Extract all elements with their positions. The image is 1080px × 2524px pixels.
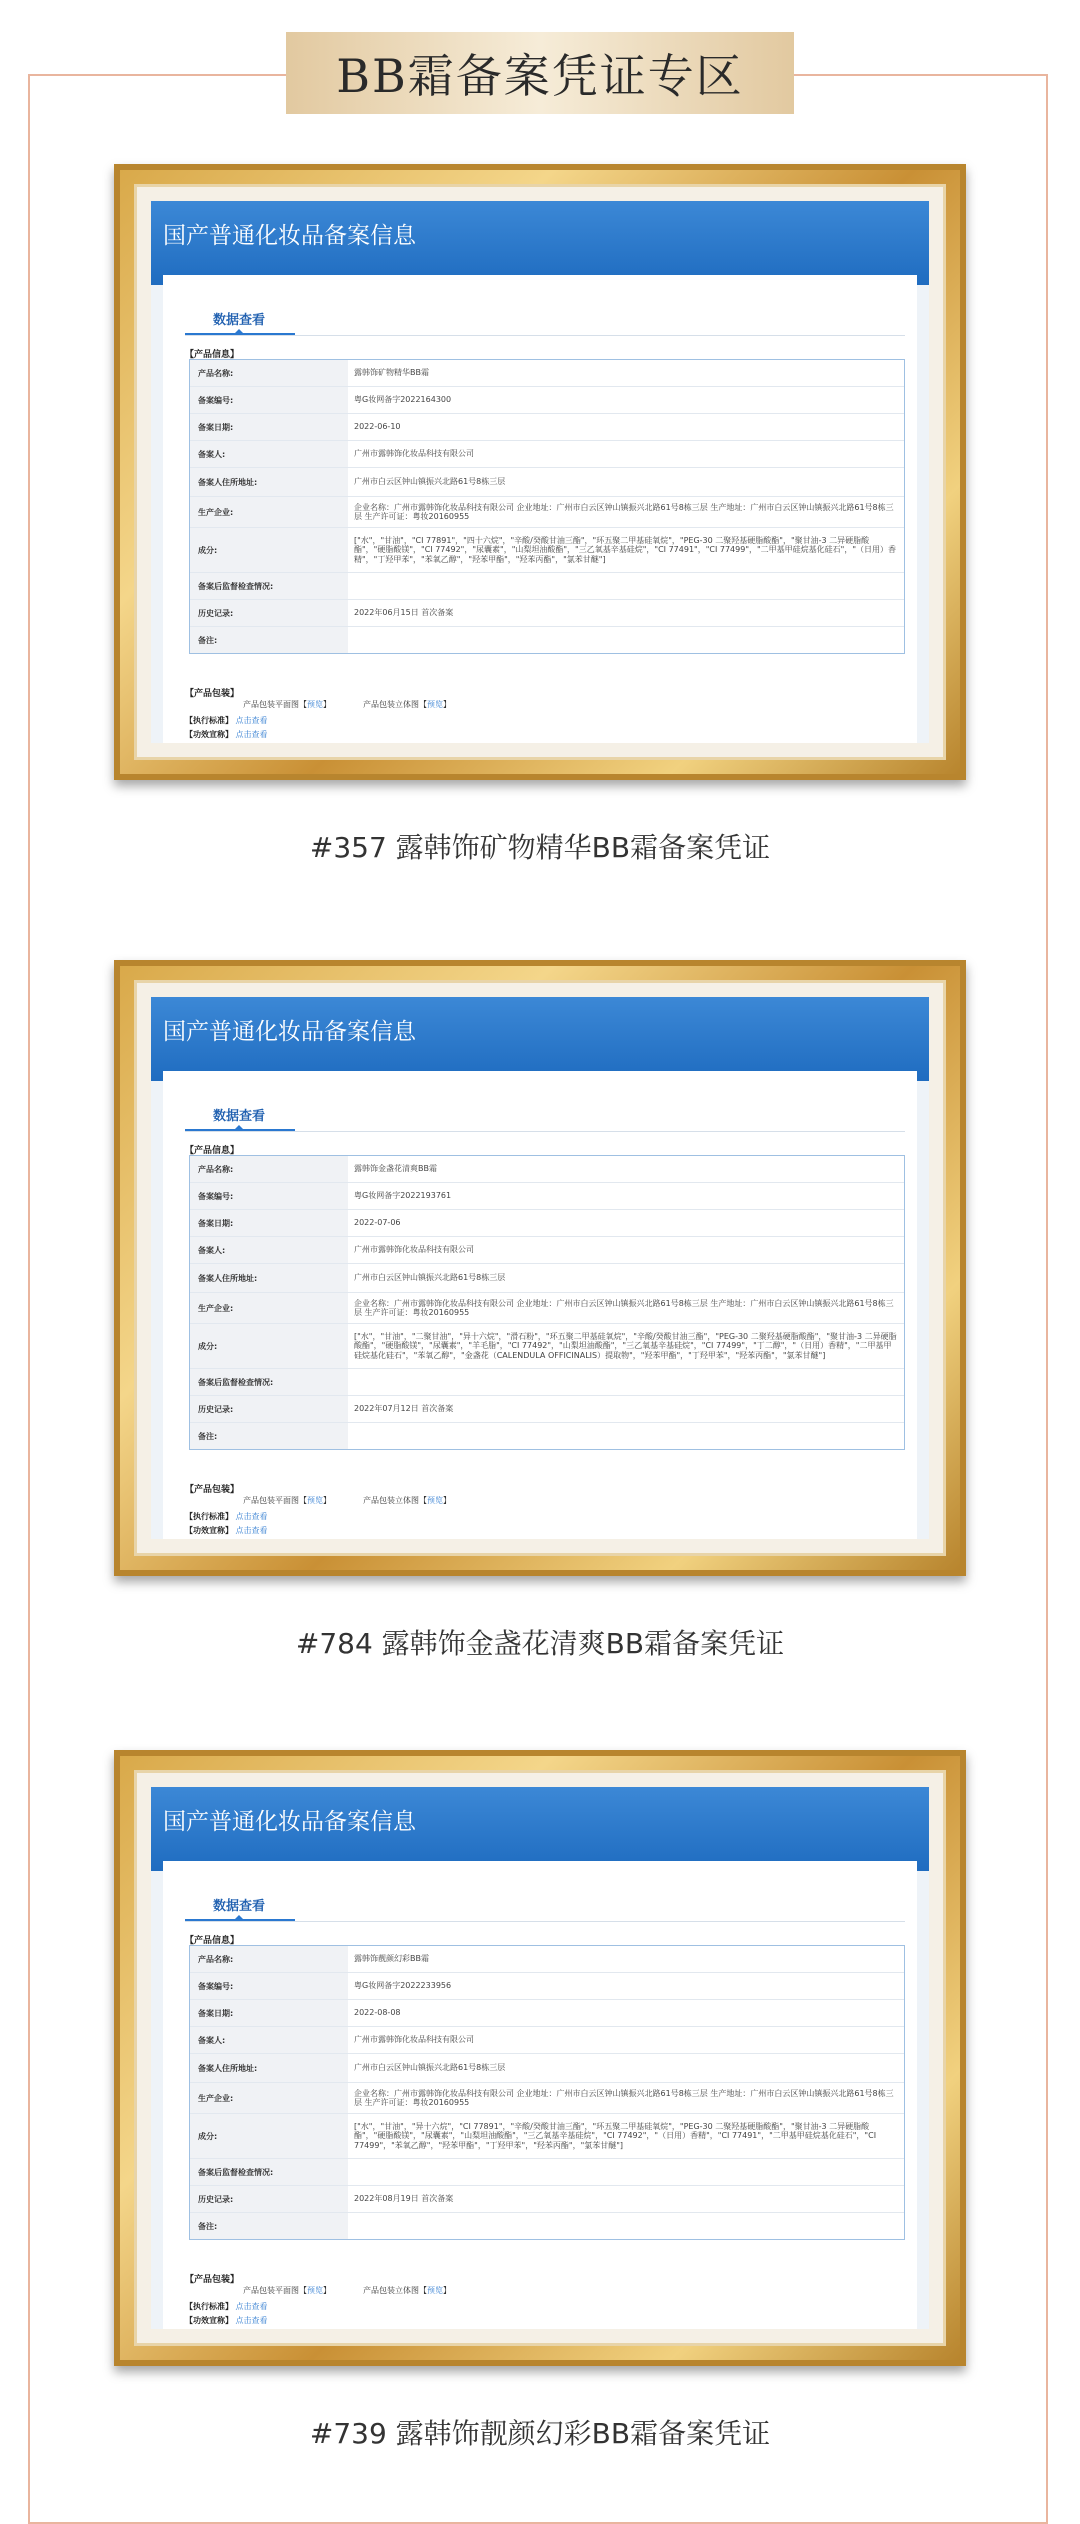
- record-screenshot: [151, 201, 929, 743]
- record-field-label: 备案人住所地址:: [190, 1264, 348, 1292]
- efficacy-line: [185, 1525, 268, 1536]
- record-field-value: 2022-08-08: [354, 2008, 401, 2018]
- efficacy-label: 【功效宣称】: [185, 1526, 233, 1535]
- page-title: BB霜备案凭证专区: [336, 49, 744, 103]
- record-row: [190, 600, 904, 627]
- pkg-solid-line: 产品包装立体图【预览】: [363, 700, 451, 709]
- pkg-plane-line: 产品包装平面图【预览】: [243, 2286, 331, 2295]
- record-field-label: 产品名称:: [190, 1946, 348, 1972]
- product-package-label: 【产品包装】: [185, 2275, 240, 2285]
- record-header-title: 国产普通化妆品备案信息: [163, 1019, 416, 1045]
- gold-frame: [114, 164, 966, 780]
- record-row: [190, 528, 904, 573]
- pkg-solid-text: 产品包装立体图: [363, 700, 419, 709]
- exec-standard-link[interactable]: 点击查看: [235, 1512, 268, 1521]
- record-field-label: 备案编号:: [190, 1973, 348, 1999]
- pkg-solid-line: 产品包装立体图【预览】: [363, 1496, 451, 1505]
- record-field-label: 成分:: [190, 528, 348, 572]
- exec-standard-link[interactable]: 点击查看: [235, 716, 268, 725]
- record-row: [190, 2159, 904, 2186]
- record-row: [190, 2213, 904, 2239]
- exec-standard-label: 【执行标准】: [185, 1512, 233, 1521]
- record-row: [190, 627, 904, 653]
- record-field-value: 2022年07月12日 首次备案: [354, 1404, 454, 1414]
- record-field-value: 2022-06-10: [354, 422, 401, 432]
- record-field-value: [348, 1423, 904, 1449]
- record-field-label: 备案后监督检查情况:: [190, 573, 348, 599]
- record-field-value: ["水"，"甘油"，"CI 77891"，"四十六烷"，"辛酸/癸酸甘油三酯"，"环五聚二甲基硅氧烷"，"PEG-30 二聚羟基硬脂酸酯"，"聚甘油-3 二异硬脂酸酯"，"硬脂酸镁"，"CI 77492"，"尿囊素"，"山梨坦油酸酯"，"三乙氧基辛基硅烷"，"CI 77491"，"CI 77499"，"二甲基甲硅烷基化硅石"，"（日用）香精"，"丁羟甲苯"，"苯氧乙醇"，"羟苯甲酯"，"羟苯丙酯"，"氯苯甘醚"]: [354, 536, 897, 564]
- record-field-label: 生产企业:: [190, 497, 348, 527]
- certificate-caption: #357 露韩饰矿物精华BB霜备案凭证: [309, 831, 771, 864]
- record-field-value: 广州市白云区钟山镇振兴北路61号8栋三层: [354, 477, 506, 487]
- record-row: [190, 1973, 904, 2000]
- gold-frame: [114, 1750, 966, 2366]
- record-row: [190, 497, 904, 528]
- frame-matting: [134, 980, 946, 1556]
- record-field-value: 广州市露韩饰化妆品科技有限公司: [354, 1245, 474, 1255]
- record-field-value: 粤G妆网备字2022164300: [354, 395, 452, 405]
- record-field-value: 企业名称：广州市露韩饰化妆品科技有限公司 企业地址：广州市白云区钟山镇振兴北路61号8栋三层 生产地址：广州市白云区钟山镇振兴北路61号8栋三层 生产许可证：粤妆20160955: [354, 1298, 894, 1317]
- efficacy-line: [185, 729, 268, 740]
- pkg-plane-line: 产品包装平面图【预览】: [243, 700, 331, 709]
- record-field-label: 备注:: [190, 2213, 348, 2239]
- pkg-plane-line: 产品包装平面图【预览】: [243, 1496, 331, 1505]
- efficacy-line: [185, 2315, 268, 2326]
- record-screenshot: [151, 997, 929, 1539]
- exec-standard-line: [185, 715, 268, 726]
- record-field-value: 广州市露韩饰化妆品科技有限公司: [354, 449, 474, 459]
- record-field-value: 露韩饰靓颜幻彩BB霜: [354, 1954, 429, 1964]
- record-field-label: 备注:: [190, 627, 348, 653]
- record-field-value: 广州市白云区钟山镇振兴北路61号8栋三层: [354, 2063, 506, 2073]
- record-field-label: 备案日期:: [190, 2000, 348, 2026]
- record-field-label: 产品名称:: [190, 360, 348, 386]
- tab-caret-icon: [235, 329, 243, 333]
- exec-standard-label: 【执行标准】: [185, 2302, 233, 2311]
- record-field-label: 历史记录:: [190, 600, 348, 626]
- tab-data-view[interactable]: 数据查看: [213, 1109, 266, 1124]
- record-field-label: 备案人:: [190, 1237, 348, 1263]
- record-row: [190, 387, 904, 414]
- record-row: [190, 1946, 904, 1973]
- record-row: [190, 573, 904, 600]
- record-field-value: [348, 1369, 904, 1395]
- product-info-label: 【产品信息】: [185, 1936, 240, 1946]
- pkg-plane-text: 产品包装平面图: [243, 1496, 299, 1505]
- efficacy-link[interactable]: 点击查看: [235, 2316, 268, 2325]
- record-field-label: 备案后监督检查情况:: [190, 1369, 348, 1395]
- product-package-label: 【产品包装】: [185, 689, 240, 699]
- record-field-value: 露韩饰金盏花清爽BB霜: [354, 1164, 437, 1174]
- title-banner: [286, 32, 794, 114]
- record-row: [190, 1183, 904, 1210]
- record-row: [190, 414, 904, 441]
- record-field-label: 备案人:: [190, 441, 348, 467]
- record-field-label: 备案人:: [190, 2027, 348, 2053]
- exec-standard-link[interactable]: 点击查看: [235, 2302, 268, 2311]
- efficacy-link[interactable]: 点击查看: [235, 1526, 268, 1535]
- record-field-value: ["水"，"甘油"，"异十六烷"，"CI 77891"，"辛酸/癸酸甘油三酯"，"环五聚二甲基硅氧烷"，"PEG-30 二聚羟基硬脂酸酯"，"聚甘油-3 二异硬脂酸酯"，"硬脂酸镁"，"尿囊素"，"山梨坦油酸酯"，"三乙氧基辛基硅烷"，"CI 77492"，"（日用）香精"，"CI 77491"，"二甲基甲硅烷基化硅石"，"CI 77499"，"苯氧乙醇"，"羟苯甲酯"，"丁羟甲苯"，"羟苯丙酯"，"氯苯甘醚"]: [354, 2122, 877, 2150]
- tab-caret-icon: [235, 1125, 243, 1129]
- gold-frame: [114, 960, 966, 1576]
- record-field-label: 成分:: [190, 2114, 348, 2158]
- exec-standard-line: [185, 1511, 268, 1522]
- record-row: [190, 1293, 904, 1324]
- record-field-value: [348, 2159, 904, 2185]
- pkg-solid-text: 产品包装立体图: [363, 1496, 419, 1505]
- pkg-solid-text: 产品包装立体图: [363, 2286, 419, 2295]
- record-field-value: 粤G妆网备字2022193761: [354, 1191, 452, 1201]
- record-row: [190, 468, 904, 497]
- record-body: [163, 1861, 917, 2329]
- pkg-solid-preview-link[interactable]: 预览: [427, 700, 443, 709]
- record-body: [163, 1071, 917, 1539]
- tab-divider: [185, 335, 905, 336]
- record-row: [190, 1237, 904, 1264]
- record-field-value: 露韩饰矿物精华BB霜: [354, 368, 429, 378]
- pkg-solid-preview-link[interactable]: 预览: [427, 1496, 443, 1505]
- record-field-value: 2022年06月15日 首次备案: [354, 608, 454, 618]
- record-row: [190, 2000, 904, 2027]
- efficacy-link[interactable]: 点击查看: [235, 730, 268, 739]
- pkg-solid-line: 产品包装立体图【预览】: [363, 2286, 451, 2295]
- record-row: [190, 1369, 904, 1396]
- record-field-value: 广州市露韩饰化妆品科技有限公司: [354, 2035, 474, 2045]
- record-field-value: 企业名称：广州市露韩饰化妆品科技有限公司 企业地址：广州市白云区钟山镇振兴北路61号8栋三层 生产地址：广州市白云区钟山镇振兴北路61号8栋三层 生产许可证：粤妆20160955: [354, 502, 894, 521]
- tab-divider: [185, 1921, 905, 1922]
- record-row: [190, 1156, 904, 1183]
- pkg-plane-text: 产品包装平面图: [243, 700, 299, 709]
- record-field-label: 产品名称:: [190, 1156, 348, 1182]
- tab-caret-icon: [235, 1915, 243, 1919]
- record-header-title: 国产普通化妆品备案信息: [163, 1809, 416, 1835]
- record-table: [189, 359, 905, 654]
- frame-matting: [134, 1770, 946, 2346]
- record-header: [151, 201, 929, 285]
- efficacy-label: 【功效宣称】: [185, 730, 233, 739]
- record-field-value: 粤G妆网备字2022233956: [354, 1981, 452, 1991]
- record-field-label: 备案日期:: [190, 414, 348, 440]
- tab-data-view[interactable]: 数据查看: [213, 313, 266, 328]
- record-field-label: 生产企业:: [190, 1293, 348, 1323]
- record-field-value: [348, 573, 904, 599]
- record-header-title: 国产普通化妆品备案信息: [163, 223, 416, 249]
- certificate-caption: #784 露韩饰金盏花清爽BB霜备案凭证: [295, 1627, 785, 1660]
- record-body: [163, 275, 917, 743]
- tab-divider: [185, 1131, 905, 1132]
- record-row: [190, 2186, 904, 2213]
- record-row: [190, 1210, 904, 1237]
- record-field-label: 历史记录:: [190, 2186, 348, 2212]
- record-row: [190, 441, 904, 468]
- record-field-label: 备案编号:: [190, 1183, 348, 1209]
- record-row: [190, 1396, 904, 1423]
- exec-standard-label: 【执行标准】: [185, 716, 233, 725]
- record-field-value: ["水"，"甘油"，"二聚甘油"，"异十六烷"，"滑石粉"，"环五聚二甲基硅氧烷"，"辛酸/癸酸甘油三酯"，"PEG-30 二聚羟基硬脂酸酯"，"聚甘油-3 二异硬脂酸酯"，"硬脂酸镁"，"尿囊素"，"羊毛脂"，"CI 77492"，"山梨坦油酸酯"，"三乙氧基辛基硅烷"，"CI 77499"，"丁二醇"，"（日用）香精"，"二甲基甲硅烷基化硅石"，"苯氧乙醇"，"金盏花（CALENDULA OFFICINALIS）提取物"，"羟苯甲酯"，"丁羟甲苯"，"羟苯丙酯"，"氯苯甘醚"]: [354, 1332, 897, 1360]
- record-row: [190, 2054, 904, 2083]
- record-table: [189, 1155, 905, 1450]
- product-info-label: 【产品信息】: [185, 350, 240, 360]
- record-table: [189, 1945, 905, 2240]
- record-screenshot: [151, 1787, 929, 2329]
- record-field-value: [348, 627, 904, 653]
- product-info-label: 【产品信息】: [185, 1146, 240, 1156]
- pkg-solid-preview-link[interactable]: 预览: [427, 2286, 443, 2295]
- record-field-label: 备案人住所地址:: [190, 468, 348, 496]
- pkg-plane-preview-link[interactable]: 预览: [307, 2286, 323, 2295]
- record-header: [151, 1787, 929, 1871]
- record-field-label: 备案后监督检查情况:: [190, 2159, 348, 2185]
- record-field-value: 企业名称：广州市露韩饰化妆品科技有限公司 企业地址：广州市白云区钟山镇振兴北路61号8栋三层 生产地址：广州市白云区钟山镇振兴北路61号8栋三层 生产许可证：粤妆20160955: [354, 2088, 894, 2107]
- record-field-label: 生产企业:: [190, 2083, 348, 2113]
- record-field-value: 2022年08月19日 首次备案: [354, 2194, 454, 2204]
- tab-data-view[interactable]: 数据查看: [213, 1899, 266, 1914]
- record-row: [190, 1423, 904, 1449]
- record-field-label: 备案日期:: [190, 1210, 348, 1236]
- record-field-label: 备注:: [190, 1423, 348, 1449]
- record-row: [190, 2083, 904, 2114]
- certificate-caption: #739 露韩饰靓颜幻彩BB霜备案凭证: [309, 2417, 771, 2450]
- record-field-label: 历史记录:: [190, 1396, 348, 1422]
- product-package-label: 【产品包装】: [185, 1485, 240, 1495]
- record-field-value: 广州市白云区钟山镇振兴北路61号8栋三层: [354, 1273, 506, 1283]
- exec-standard-line: [185, 2301, 268, 2312]
- record-row: [190, 360, 904, 387]
- record-header: [151, 997, 929, 1081]
- record-row: [190, 2027, 904, 2054]
- record-row: [190, 2114, 904, 2159]
- pkg-plane-text: 产品包装平面图: [243, 2286, 299, 2295]
- record-field-label: 成分:: [190, 1324, 348, 1368]
- frame-matting: [134, 184, 946, 760]
- record-field-value: [348, 2213, 904, 2239]
- efficacy-label: 【功效宣称】: [185, 2316, 233, 2325]
- record-field-label: 备案人住所地址:: [190, 2054, 348, 2082]
- record-field-label: 备案编号:: [190, 387, 348, 413]
- record-row: [190, 1264, 904, 1293]
- record-row: [190, 1324, 904, 1369]
- pkg-plane-preview-link[interactable]: 预览: [307, 700, 323, 709]
- pkg-plane-preview-link[interactable]: 预览: [307, 1496, 323, 1505]
- record-field-value: 2022-07-06: [354, 1218, 401, 1228]
